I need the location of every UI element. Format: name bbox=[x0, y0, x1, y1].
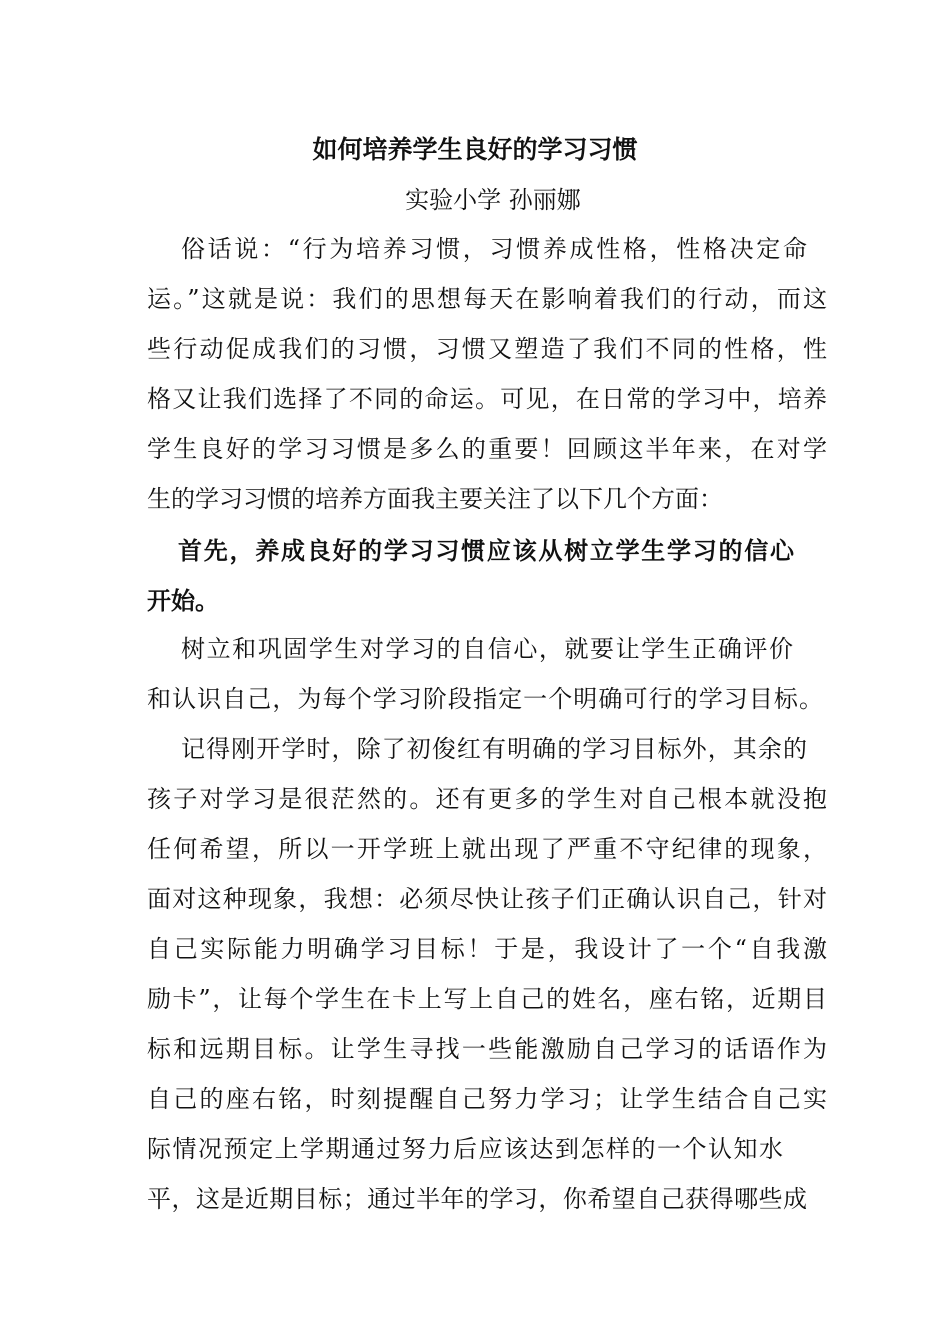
section-heading-line: 首先，养成良好的学习习惯应该从树立学生学习的信心 bbox=[178, 536, 794, 565]
paragraph-line: 树立和巩固学生对学习的自信心，就要让学生正确评价 bbox=[181, 635, 793, 663]
paragraph-line: 运。”这就是说：我们的思想每天在影响着我们的行动，而这 bbox=[147, 285, 827, 313]
document-author: 实验小学 孙丽娜 bbox=[405, 186, 581, 214]
paragraph-line: 面对这种现象，我想：必须尽快让孩子们正确认识自己，针对 bbox=[147, 885, 827, 913]
document-title: 如何培养学生良好的学习习惯 bbox=[312, 135, 638, 164]
paragraph-line: 记得刚开学时，除了初俊红有明确的学习目标外，其余的 bbox=[181, 735, 807, 763]
paragraph-line: 和认识自己，为每个学习阶段指定一个明确可行的学习目标。 bbox=[147, 685, 823, 713]
section-heading-line: 开始。 bbox=[147, 586, 219, 615]
paragraph-line: 自己的座右铭，时刻提醒自己努力学习；让学生结合自己实 bbox=[147, 1085, 827, 1113]
paragraph-line: 学生良好的学习习惯是多么的重要！回顾这半年来，在对学 bbox=[147, 435, 827, 463]
paragraph-line: 标和远期目标。让学生寻找一些能激励自己学习的话语作为 bbox=[147, 1035, 827, 1063]
paragraph-line: 任何希望，所以一开学班上就出现了严重不守纪律的现象， bbox=[147, 835, 827, 863]
paragraph-line: 些行动促成我们的习惯，习惯又塑造了我们不同的性格，性 bbox=[147, 335, 827, 363]
paragraph-line: 孩子对学习是很茫然的。还有更多的学生对自己根本就没抱 bbox=[147, 785, 827, 813]
paragraph-line: 自己实际能力明确学习目标！于是，我设计了一个“自我激 bbox=[147, 935, 827, 963]
paragraph-line: 格又让我们选择了不同的命运。可见，在日常的学习中，培养 bbox=[147, 385, 827, 413]
paragraph-line: 生的学习习惯的培养方面我主要关注了以下几个方面： bbox=[147, 485, 723, 513]
paragraph-line: 俗话说：“行为培养习惯，习惯养成性格，性格决定命 bbox=[181, 235, 807, 263]
paragraph-line: 平，这是近期目标；通过半年的学习，你希望自己获得哪些成 bbox=[147, 1185, 807, 1213]
paragraph-line: 励卡”，让每个学生在卡上写上自己的姓名，座右铭，近期目 bbox=[147, 985, 827, 1013]
paragraph-line: 际情况预定上学期通过努力后应该达到怎样的一个认知水 bbox=[147, 1135, 783, 1163]
